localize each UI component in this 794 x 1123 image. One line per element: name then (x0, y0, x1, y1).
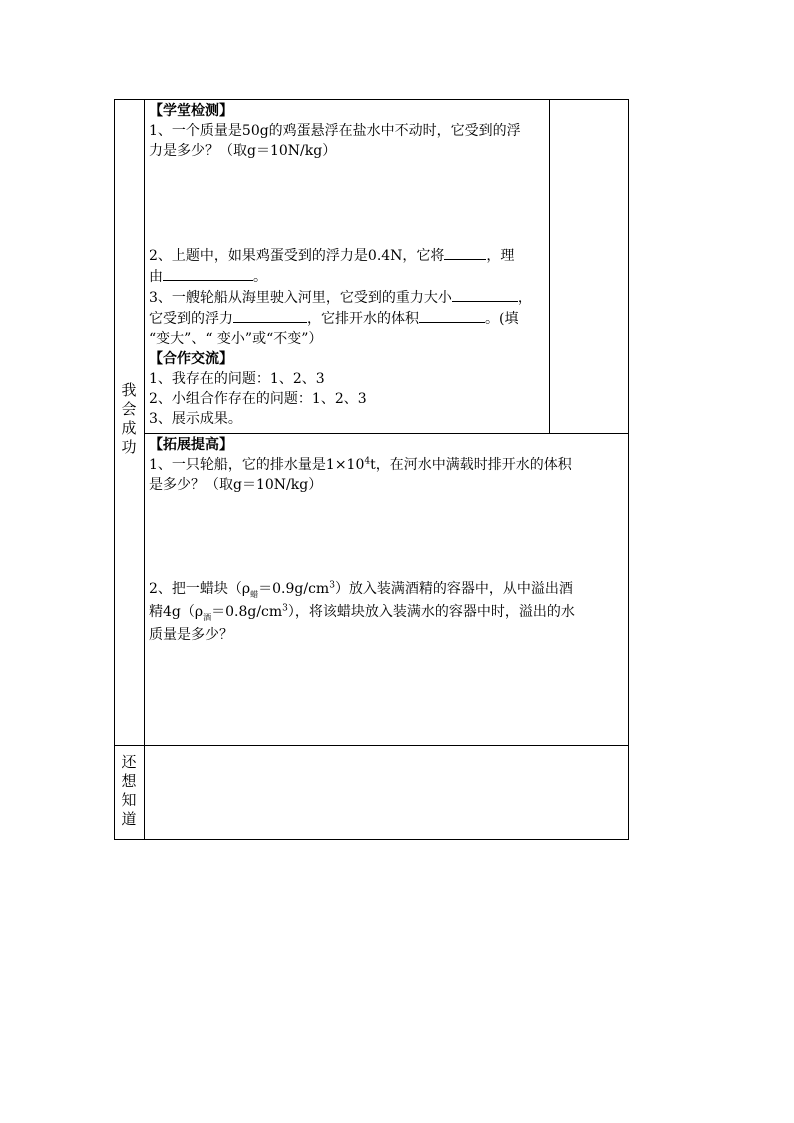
hezuo-heading: 【合作交流】 (149, 351, 233, 367)
xuetang-q2-line2: 由 。 (149, 266, 545, 287)
hezuo-item: 1、我存在的问题：1、2、3 (149, 371, 325, 387)
label-wo-hui-cheng-gong: 我 会 成 功 (121, 381, 137, 456)
tuozhan-q2-line2: 精$4g(\rho_酒=0.8g/cm^3)$，将该蜡块放入装满水的容器中时，溢出的水 (149, 603, 575, 622)
right-column-divider (549, 99, 550, 433)
answer-blank[interactable] (163, 266, 253, 281)
answer-blank[interactable] (419, 308, 485, 323)
answer-blank[interactable] (452, 287, 518, 302)
hezuo-item: 2、小组合作存在的问题：1、2、3 (149, 391, 367, 407)
tuozhan-q2 (149, 578, 625, 647)
row-divider-1 (144, 433, 629, 434)
answer-blank[interactable] (233, 308, 307, 323)
left-column-divider (144, 99, 145, 840)
tuozhan-q2-line3: 质量是多少？ (149, 627, 233, 643)
xuetang-q3-line1: 3、一艘轮船从海里驶入河里，它受到的重力大小 ， (149, 287, 545, 308)
xuetang-q2 (149, 245, 545, 429)
answer-blank[interactable] (444, 245, 486, 260)
tuozhan-section (149, 435, 625, 495)
tuozhan-q1-line1: 1、一只轮船，它的排水量是$1\times 10^4t$，在河水中满载时排开水的体积 (149, 456, 572, 473)
tuozhan-q2-line1: 2、把一蜡块$(\rho_蜡=0.9g/cm^3)$放入装满酒精的容器中，从中溢出酒 (149, 580, 573, 599)
tuozhan-q1-line2: 是多少？（取g＝10N/kg） (149, 477, 323, 493)
xuetang-q2-line1: 2、上题中，如果鸡蛋受到的浮力是0.4N，它将 ，理 (149, 245, 545, 266)
xuetang-q1-line1: 1、一个质量是50g的鸡蛋悬浮在盐水中不动时，它受到的浮 (149, 123, 521, 139)
xuetang-q3-line2: 它受到的浮力 ，它排开水的体积 。(填 (149, 308, 545, 329)
xuetang-heading: 【学堂检测】 (149, 103, 233, 119)
tuozhan-heading: 【拓展提高】 (149, 437, 233, 453)
xuetang-q1-line2: 力是多少？（取g＝10N/kg） (149, 143, 337, 159)
hezuo-item: 3、展示成果。 (149, 411, 242, 427)
row-divider-2 (114, 745, 629, 746)
xuetang-section (149, 101, 545, 161)
label-hai-xiang-zhi-dao: 还 想 知 道 (121, 753, 137, 828)
xuetang-q3-line3: “变大”、“ 变小”或“不变”） (149, 331, 323, 347)
